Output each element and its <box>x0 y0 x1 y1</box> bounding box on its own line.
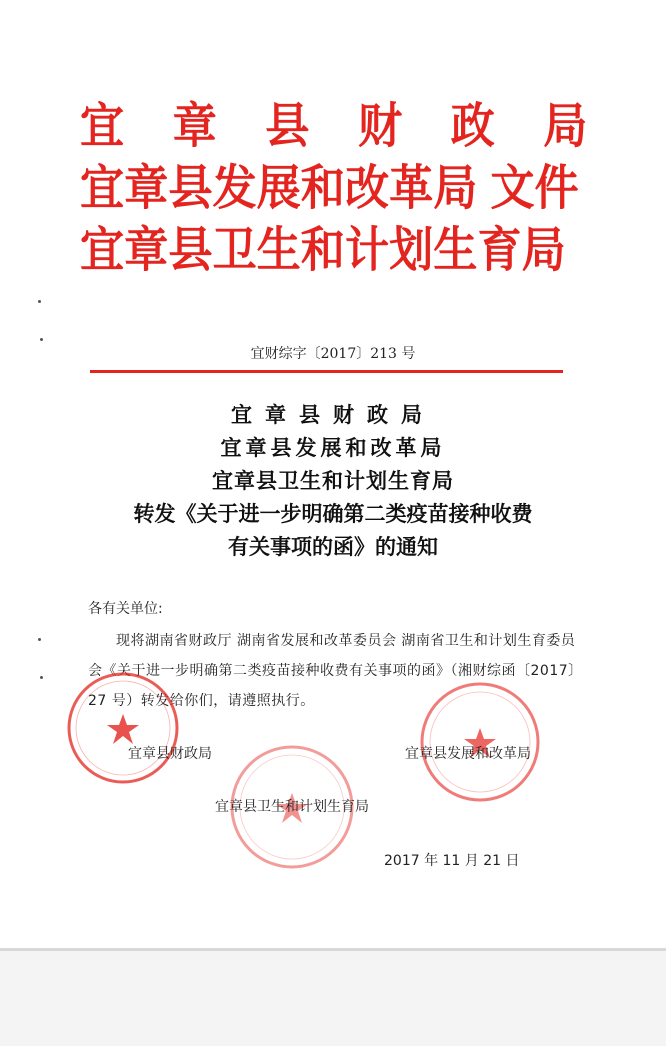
red-divider <box>90 370 563 373</box>
title-line-2: 宜章县发展和改革局 <box>220 435 446 460</box>
development-reform-bureau-seal <box>418 680 542 804</box>
header-line-1: 宜 章 县 财 政 局 <box>80 98 604 154</box>
scan-mark <box>38 300 41 303</box>
issue-date: 2017 年 11 月 21 日 <box>384 853 520 869</box>
title-line-5: 有关事项的函》的通知 <box>228 534 438 559</box>
header-line-2 <box>80 157 579 219</box>
scan-mark <box>40 676 43 679</box>
title-line-1: 宜章县财政局 <box>231 402 435 427</box>
header-line-2-text: 宜章县发展和改革局 <box>80 160 478 216</box>
scan-mark <box>40 338 43 341</box>
document-number: 宜财综字〔2017〕213 号 <box>250 346 416 362</box>
document-title <box>0 398 666 563</box>
signature-development-reform-bureau: 宜章县发展和改革局 <box>405 746 531 762</box>
title-line-3: 宜章县卫生和计划生育局 <box>212 468 454 493</box>
finance-bureau-seal <box>65 670 181 786</box>
scan-mark <box>38 638 41 641</box>
page-edge <box>0 948 666 951</box>
document-header <box>80 95 604 281</box>
body-paragraph: 现将湖南省财政厅 湖南省发展和改革委员会 湖南省卫生和计划生育委员会《关于进一步明确第二类疫苗接种收费有关事项的函》（湘财综函〔2017〕27 号）转发给你们，请遵照执行。 <box>88 633 583 709</box>
title-line-4: 转发《关于进一步明确第二类疫苗接种收费 <box>133 501 533 526</box>
header-line-3: 宜章县卫生和计划生育局 <box>80 222 566 278</box>
signature-health-bureau: 宜章县卫生和计划生育局 <box>215 799 369 815</box>
salutation: 各有关单位: <box>88 601 163 617</box>
header-file-suffix: 文件 <box>490 160 579 216</box>
signature-finance-bureau: 宜章县财政局 <box>128 746 212 762</box>
